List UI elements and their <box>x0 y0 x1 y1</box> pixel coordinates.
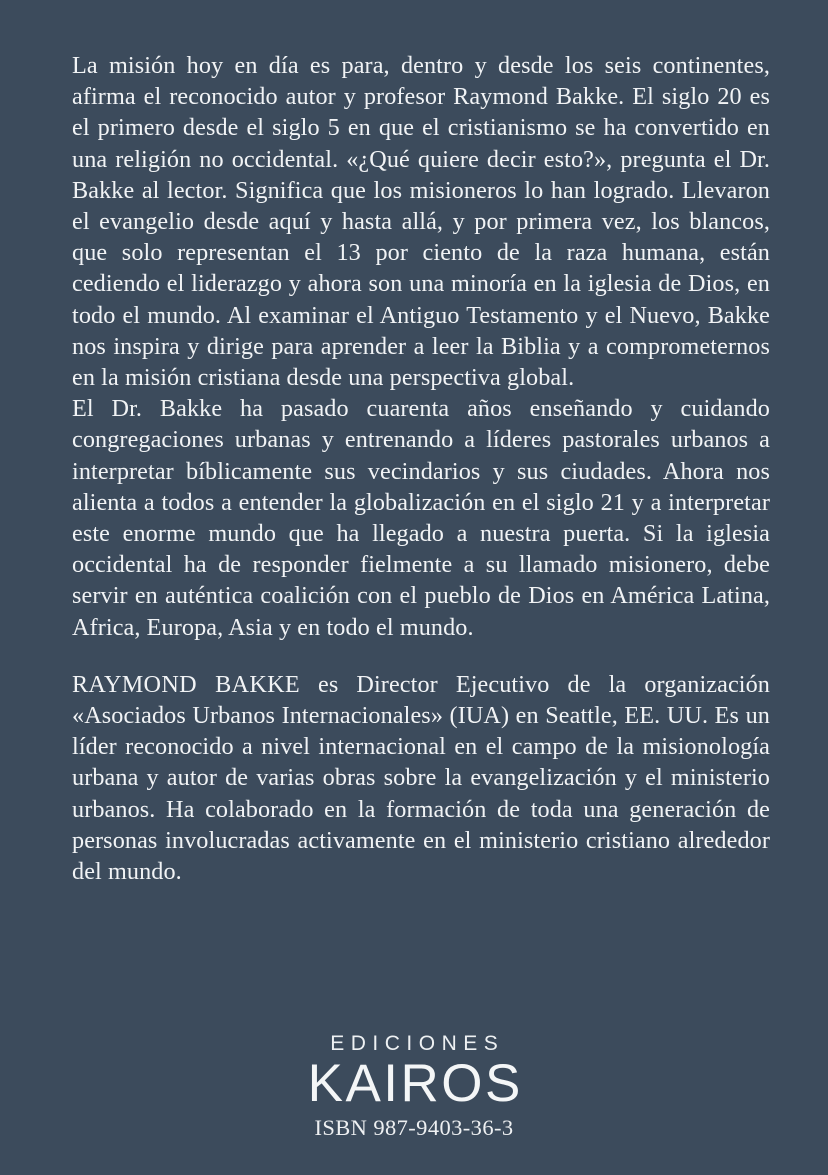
isbn-text: ISBN 987-9403-36-3 <box>314 1115 514 1140</box>
blurb-text-block <box>72 50 770 887</box>
author-name: RAYMOND BAKKE <box>72 670 300 698</box>
author-bio-text: es Director Ejecutivo de la organización «Asociados Urbanos Internacionales» (IUA) en Seattle, EE. UU. Es un líder reconocido a nivel internacional en el campo de la misionología urbana y autor de varias obras sobre la evangelización y el ministerio urbanos. Ha colaborado en la formación de toda una generación de personas involucradas activamente en el ministerio cristiano alrededor del mundo. <box>72 670 770 886</box>
publisher-name: KAIROS <box>307 1054 523 1113</box>
publisher-colophon <box>0 1032 828 1141</box>
author-bio-paragraph <box>72 669 770 887</box>
publisher-prefix: EDICIONES <box>330 1032 505 1055</box>
blurb-paragraph-2: El Dr. Bakke ha pasado cuarenta años enseñando y cuidando congregaciones urbanas y entrenando a líderes pastorales urbanos a interpretar bíblicamente sus vecindarios y sus ciudades. Ahora nos alienta a todos a entender la globalización en el siglo 21 y a interpretar este enorme mundo que ha llegado a nuestra puerta. Si la iglesia occidental ha de responder fielmente a su llamado misionero, debe servir en auténtica coalición con el pueblo de Dios en América Latina, Africa, Europa, Asia y en todo el mundo. <box>72 395 770 641</box>
blurb-paragraph-1: La misión hoy en día es para, dentro y desde los seis continentes, afirma el reconocido autor y profesor Raymond Bakke. El siglo 20 es el primero desde el siglo 5 en que el cristianismo se ha convertido en una religión no occidental. «¿Qué quiere decir esto?», pregunta el Dr. Bakke al lector. Significa que los misioneros lo han logrado. Llevaron el evangelio desde aquí y hasta allá, y por primera vez, los blancos, que solo representan el 13 por ciento de la raza humana, están cediendo el liderazgo y ahora son una minoría en la iglesia de Dios, en todo el mundo. Al examinar el Antiguo Testamento y el Nuevo, Bakke nos inspira y dirige para aprender a leer la Biblia y a comprometernos en la misión cristiana desde una perspectiva global. <box>72 52 770 392</box>
